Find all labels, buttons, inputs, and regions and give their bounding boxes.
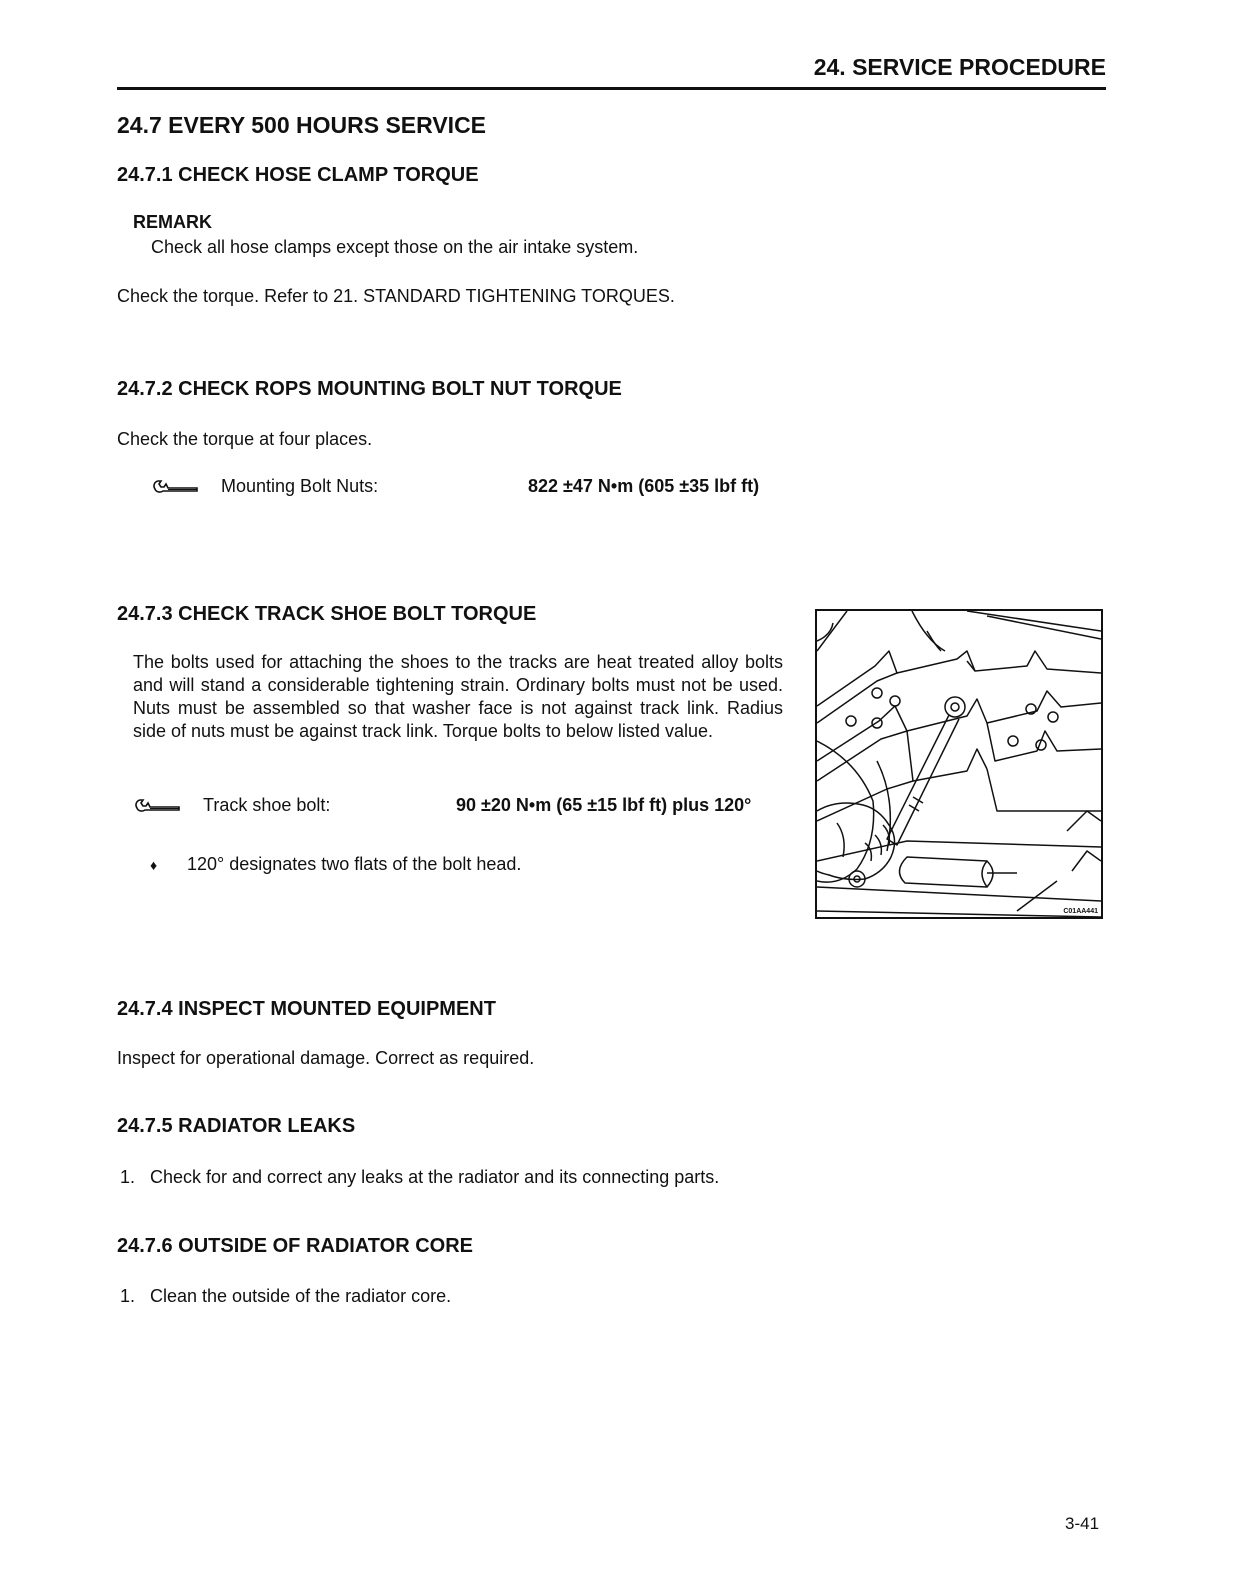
radiator-core-item-text: Clean the outside of the radiator core. (150, 1286, 452, 1306)
radiator-leaks-item-text: Check for and correct any leaks at the radiator and its connecting parts. (150, 1167, 720, 1187)
subsection-title-hose-clamp: 24.7.1 CHECK HOSE CLAMP TORQUE (117, 164, 479, 186)
torque-wrench-icon (133, 795, 183, 815)
chapter-title: 24. SERVICE PROCEDURE (813, 54, 1106, 80)
rops-spec-value: 822 ±47 N•m (605 ±35 lbf ft) (528, 476, 760, 496)
track-shoe-spec-value: 90 ±20 N•m (65 ±15 lbf ft) plus 120° (456, 795, 752, 815)
track-shoe-torque-illustration (815, 609, 1103, 919)
track-shoe-spec-label: Track shoe bolt: (203, 795, 331, 815)
rops-body: Check the torque at four places. (117, 429, 373, 449)
remark-text: Check all hose clamps except those on the air intake system. (151, 237, 639, 257)
remark-label: REMARK (133, 212, 212, 232)
page-number: 3-41 (1065, 1514, 1100, 1533)
torque-wrench-icon (151, 476, 201, 496)
track-shoe-drawing (817, 611, 1101, 917)
subsection-title-radiator-leaks: 24.7.5 RADIATOR LEAKS (117, 1115, 356, 1137)
radiator-leaks-item-number: 1. (120, 1167, 136, 1187)
subsection-title-track-shoe: 24.7.3 CHECK TRACK SHOE BOLT TORQUE (117, 603, 537, 625)
figure-code: C01AA441 (1063, 908, 1098, 915)
subsection-title-rops: 24.7.2 CHECK ROPS MOUNTING BOLT NUT TORQUE (117, 378, 622, 400)
track-shoe-note: 120° designates two flats of the bolt head. (187, 854, 522, 874)
bullet-diamond: ♦ (150, 857, 158, 873)
radiator-core-item-number: 1. (120, 1286, 136, 1306)
rops-spec-label: Mounting Bolt Nuts: (221, 476, 379, 496)
section-title: 24.7 EVERY 500 HOURS SERVICE (117, 112, 487, 138)
header-rule (117, 87, 1106, 90)
mounted-equipment-body: Inspect for operational damage. Correct as required. (117, 1048, 535, 1068)
track-shoe-paragraph: The bolts used for attaching the shoes to the tracks are heat treated alloy bolts and will stand a considerable tightening strain. Ordinary bolts must not be used. Nuts must be assembled so that washer face is not against track link. Radius side of nuts must be against track link. Torque bolts to below listed value. (133, 652, 783, 741)
subsection-title-radiator-core: 24.7.6 OUTSIDE OF RADIATOR CORE (117, 1235, 473, 1257)
hose-clamp-body: Check the torque. Refer to 21. STANDARD TIGHTENING TORQUES. (117, 286, 675, 306)
subsection-title-mounted-equipment: 24.7.4 INSPECT MOUNTED EQUIPMENT (117, 998, 496, 1020)
